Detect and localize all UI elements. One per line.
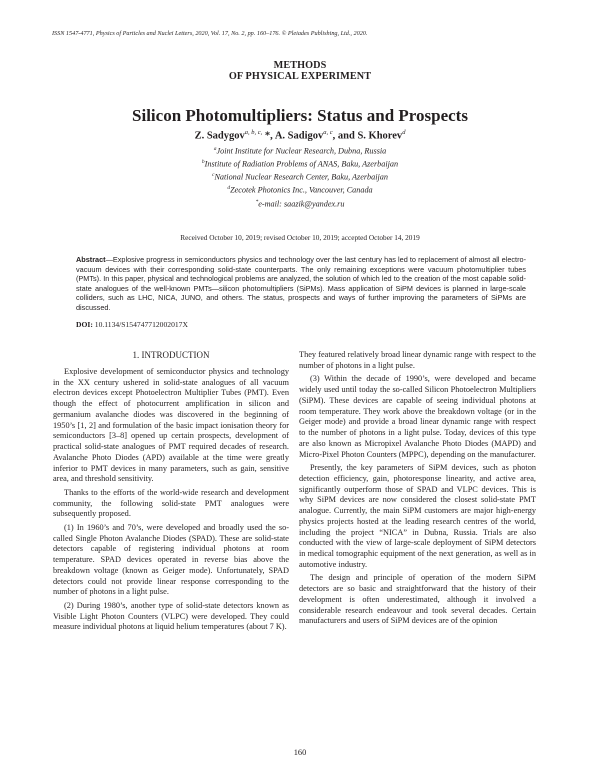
author-list	[0, 129, 600, 142]
paragraph: The design and principle of operation of the modern SiPM detectors are so basic and straightforward that the history of their development is often underestimated, although it involved a considerable research endeavour and took several decades. Certain manufacturers and users of SiPM devices are of the opinion	[299, 573, 536, 626]
affiliation-line: $^a$Joint Institute for Nuclear Research, Dubna, Russia	[213, 146, 387, 156]
section-title-line1: METHODS	[273, 60, 327, 71]
paragraph: They featured relatively broad linear dynamic range with respect to the number of photons in a light pulse.	[299, 350, 536, 370]
doi-value: 10.1134/S154747712002017X	[92, 320, 188, 329]
email-line: *e-mail: saazik@yandex.ru	[255, 198, 345, 209]
author-affil-sup: a, c	[323, 129, 333, 136]
author-name: S. Khorev	[357, 130, 403, 142]
doi-label: DOI:	[76, 320, 93, 329]
paragraph: Presently, the key parameters of SiPM devices, such as photon detection efficiency, gain, photoresponse linearity, and active area, significantly outperform those of SPAD and VLPC devices. This is why SiPM devices are now considered the closest solid-state PMT analogue. Currently, the main SiPM customers are major high-energy physics projects hosted at the leading research centres of the world, including the project “NICA” in Dubna, Russia. Trials are also conducted with the view of large-scale deployment of SiPM detectors in medical tomographic equipment of the next generation, as well as in automotive industry.	[299, 463, 536, 569]
paragraph: Explosive development of semiconductor physics and technology in the XX century ushered in solid-state analogues of all vacuum electron devices except Photoelectron Multiplier Tubes (PMT). Even though the effect of photocurrent amplification in silicon and germanium avalanche diodes was discovered in the beginning of 1950’s [1, 2] and formulation of the basic impact ionisation theory for semiconductors [3–8] opened up certain prospects, development of practical solid-state analogues of PMT required decades of research. Avalanche Photo Diodes (APD) available at the time were greatly inferior to PMT devices in many parameters, such as gain, sensitive area, and threshold sensitivity.	[53, 366, 289, 484]
abstract-label: Abstract	[76, 255, 106, 264]
affiliations	[0, 144, 600, 210]
affiliation-line: $^d$Zecotek Photonics Inc., Vancouver, Canada	[227, 185, 373, 196]
page-number: 160	[293, 748, 307, 757]
paragraph: (1) In 1960’s and 70’s, were developed and broadly used the so-called Single Photon Avalanche Diodes (SPAD). These are solid-state detectors capable of registering individual photons at room temperature. SPAD devices operated in reverse bias above the breakdown voltage (known as Geiger mode). Unfortunately, SPAD detectors could not provide linear response corresponding to the number of photons in a light pulse.	[53, 522, 289, 597]
author-name: A. Sadigov	[274, 130, 324, 142]
right-column	[299, 350, 536, 630]
abstract-text: —Explosive progress in semiconductors physics and technology over the last century has led to replacement of almost all electro-vacuum devices with their corresponding solid-state counterparts. The only remaining exceptions were vacuum photomultiplier tubes (PMTs). In this paper, physical and technological problems are analyzed, the solution of which led to the creation of the most capable solid-state analogues of the well-known PMTs—silicon photomultipliers (SiPMs). Mass application of SiPM devices is planned in large-scale colliders, such as LHC, NICA, JUNO, and others. The status, prospects and ways of further improving the parameters of SiPMs are discussed.	[76, 255, 526, 312]
abstract	[76, 255, 526, 312]
author-affil-sup: a, b, c,	[244, 129, 263, 136]
doi	[76, 320, 188, 329]
affiliation-line: $^c$National Nuclear Research Center, Baku, Azerbaijan	[212, 172, 388, 183]
paragraph: (2) During 1980’s, another type of solid-state detectors known as Visible Light Photon Counters (VLPC) were developed. They could measure individual photons at liquid helium temperatures (about 7 K).	[53, 600, 289, 632]
author-separator: ,	[270, 130, 275, 142]
section-heading-introduction: 1. INTRODUCTION	[132, 350, 210, 360]
author-name: Z. Sadygov	[194, 130, 245, 142]
received-dates: Received October 10, 2019; revised October 10, 2019; accepted October 14, 2019	[180, 233, 420, 242]
paper-title: Silicon Photomultipliers: Status and Prospects	[132, 106, 468, 125]
affiliation-line: $^b$Institute of Radiation Problems of ANAS, Baku, Azerbaijan	[201, 159, 399, 169]
author-affil-sup: d	[402, 129, 406, 136]
author-star: *	[262, 130, 271, 142]
author-separator: , and	[332, 130, 358, 142]
paragraph: Thanks to the efforts of the world-wide research and development community, the following solid-state PMT analogues were subsequently proposed.	[53, 487, 289, 519]
section-title-line2: OF PHYSICAL EXPERIMENT	[228, 71, 372, 82]
journal-header: ISSN 1547-4771, Physics of Particles and Nuclei Letters, 2020, Vol. 17, No. 2, pp. 160–176. © Pleiades Publishing, Ltd., 2020.	[52, 30, 368, 37]
left-column	[53, 348, 289, 636]
paragraph: (3) Within the decade of 1990’s, were developed and became widely used until today the so-called Silicon Photoelectron Multipliers (SiPM). These devices are capable of seeing individual photons at room temperature. They work above the breakdown voltage (or in the Geiger mode) and provide a broad linear dynamic range with respect to the number of photons in a light pulse. Today, devices of this type are also known as Micropixel Avalanche Photo Diodes (MAPD) and Micro-Pixel Photon Counters (MPPC), depending on the manufacturer.	[299, 374, 536, 459]
